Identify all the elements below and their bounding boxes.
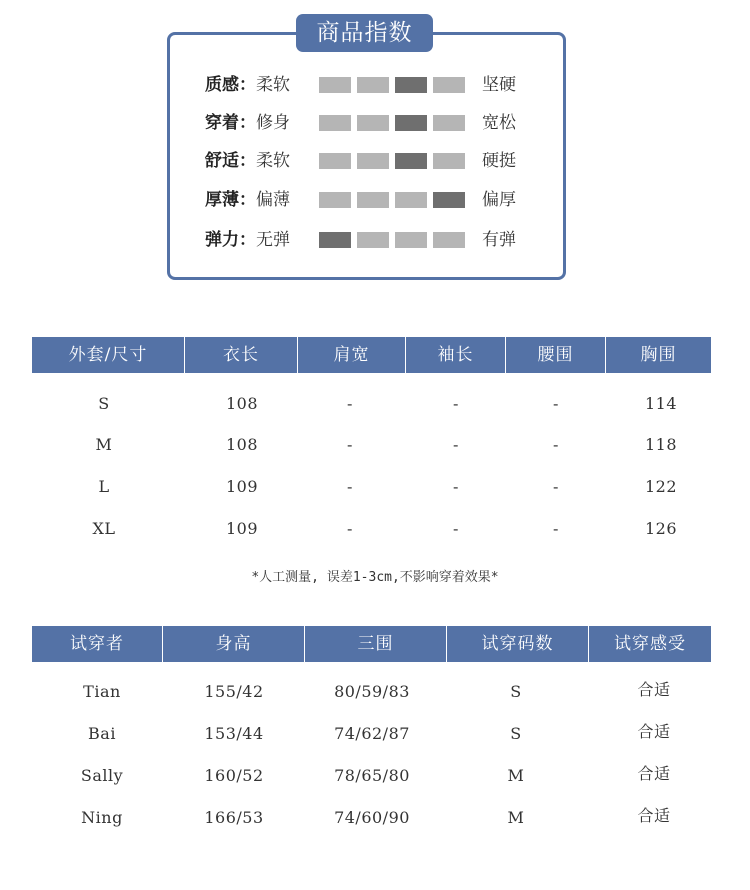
size-table-cell: 109: [225, 519, 259, 538]
size-table-cell: XL: [92, 519, 116, 538]
index-level-segment: [319, 77, 351, 93]
index-attribute: 弹力: [205, 230, 239, 250]
index-row: [205, 113, 535, 133]
fit-table-cell: S: [510, 682, 522, 701]
index-level-segment-active: [433, 192, 465, 208]
size-table-cell: -: [553, 394, 559, 413]
fit-table-cell: 合适: [637, 806, 671, 825]
index-row-label: [205, 113, 290, 133]
fit-table-cell: 合适: [637, 722, 671, 741]
index-row-label: [205, 190, 290, 210]
index-colon: ：: [239, 190, 256, 210]
fit-table-cell: 合适: [637, 680, 671, 699]
index-row: [205, 151, 535, 171]
size-header-cell: 外套/尺寸: [68, 345, 148, 365]
size-table-cell: 118: [644, 435, 678, 454]
fit-header-cell: 身高: [162, 626, 304, 662]
index-left-value: 修身: [256, 113, 290, 133]
size-table-cell: -: [453, 435, 459, 454]
size-header-cell: 胸围: [605, 337, 711, 373]
index-right-value: 有弹: [482, 230, 516, 250]
index-left-value: 无弹: [256, 230, 290, 250]
index-row: [205, 230, 535, 250]
size-table-cell: 108: [225, 394, 259, 413]
size-table-cell: 114: [644, 394, 678, 413]
fit-table-cell: S: [510, 724, 522, 743]
size-table-cell: -: [347, 394, 353, 413]
size-table-cell: -: [453, 394, 459, 413]
size-table-cell: -: [453, 519, 459, 538]
index-row-label: [205, 230, 290, 250]
index-row: [205, 75, 535, 95]
size-table-cell: 109: [225, 477, 259, 496]
size-table-cell: S: [98, 394, 110, 413]
fit-table-cell: 160/52: [204, 766, 264, 785]
index-level-segment-active: [395, 77, 427, 93]
index-level-segment: [395, 232, 427, 248]
index-right-value: 宽松: [482, 113, 516, 133]
size-table-cell: L: [98, 477, 110, 496]
size-table-cell: M: [95, 435, 113, 454]
fit-table-cell: 74/60/90: [334, 808, 410, 827]
index-level-segment: [357, 192, 389, 208]
size-table-cell: -: [553, 477, 559, 496]
size-table-cell: -: [347, 435, 353, 454]
product-index-title: 商品指数: [296, 14, 433, 52]
measurement-note: *人工测量, 误差1-3cm,不影响穿着效果*: [251, 570, 499, 585]
fit-table-cell: 155/42: [204, 682, 264, 701]
fit-table-cell: 166/53: [204, 808, 264, 827]
fit-header-cell: 试穿者: [70, 634, 124, 654]
size-header-cell: 衣长: [184, 337, 297, 373]
index-colon: ：: [239, 151, 256, 171]
index-row: [205, 190, 535, 210]
size-table-cell: -: [453, 477, 459, 496]
index-level-segment: [357, 153, 389, 169]
index-left-value: 柔软: [256, 75, 290, 95]
index-level-segment: [433, 77, 465, 93]
index-left-value: 柔软: [256, 151, 290, 171]
index-left-value: 偏薄: [256, 190, 290, 210]
fit-header-cell: 试穿感受: [588, 626, 711, 662]
fit-table-cell: M: [507, 808, 525, 827]
size-header-cell: 袖长: [405, 337, 505, 373]
index-level-segment: [433, 115, 465, 131]
size-table-cell: 126: [644, 519, 678, 538]
index-level-segment: [319, 115, 351, 131]
fit-table-cell: Ning: [81, 808, 123, 827]
index-right-value: 硬挺: [482, 151, 516, 171]
index-level-segment-active: [319, 232, 351, 248]
index-level-segment: [357, 232, 389, 248]
index-colon: ：: [239, 113, 256, 133]
index-level-segment-active: [395, 115, 427, 131]
fit-table-cell: 78/65/80: [334, 766, 410, 785]
index-colon: ：: [239, 75, 256, 95]
index-level-segment: [395, 192, 427, 208]
fit-header-cell: 试穿码数: [446, 626, 588, 662]
fit-header-cell: 三围: [304, 626, 446, 662]
size-table-cell: 108: [225, 435, 259, 454]
fit-table-cell: 80/59/83: [334, 682, 410, 701]
index-attribute: 厚薄: [205, 190, 239, 210]
index-level-segment-active: [395, 153, 427, 169]
fit-table-cell: Bai: [88, 724, 116, 743]
index-level-segment: [319, 153, 351, 169]
index-level-segment: [319, 192, 351, 208]
size-table-cell: -: [553, 519, 559, 538]
index-colon: ：: [239, 230, 256, 250]
size-table-cell: -: [347, 477, 353, 496]
size-table-cell: -: [553, 435, 559, 454]
size-table-cell: -: [347, 519, 353, 538]
index-row-label: [205, 151, 290, 171]
index-right-value: 坚硬: [482, 75, 516, 95]
fit-table-cell: M: [507, 766, 525, 785]
fit-table-cell: 合适: [637, 764, 671, 783]
index-right-value: 偏厚: [482, 190, 516, 210]
index-level-segment: [357, 115, 389, 131]
index-attribute: 质感: [205, 75, 239, 95]
fit-table-cell: 74/62/87: [334, 724, 410, 743]
index-level-segment: [433, 153, 465, 169]
fit-table-cell: Tian: [83, 682, 121, 701]
index-attribute: 舒适: [205, 151, 239, 171]
fit-table-cell: 153/44: [204, 724, 264, 743]
size-table-header: [32, 337, 711, 373]
size-header-cell: 肩宽: [297, 337, 405, 373]
index-level-segment: [433, 232, 465, 248]
index-level-segment: [357, 77, 389, 93]
index-row-label: [205, 75, 290, 95]
fit-table-header: [32, 626, 711, 662]
size-header-cell: 腰围: [505, 337, 605, 373]
size-table-cell: 122: [644, 477, 678, 496]
index-attribute: 穿着: [205, 113, 239, 133]
fit-table-cell: Sally: [80, 766, 124, 785]
